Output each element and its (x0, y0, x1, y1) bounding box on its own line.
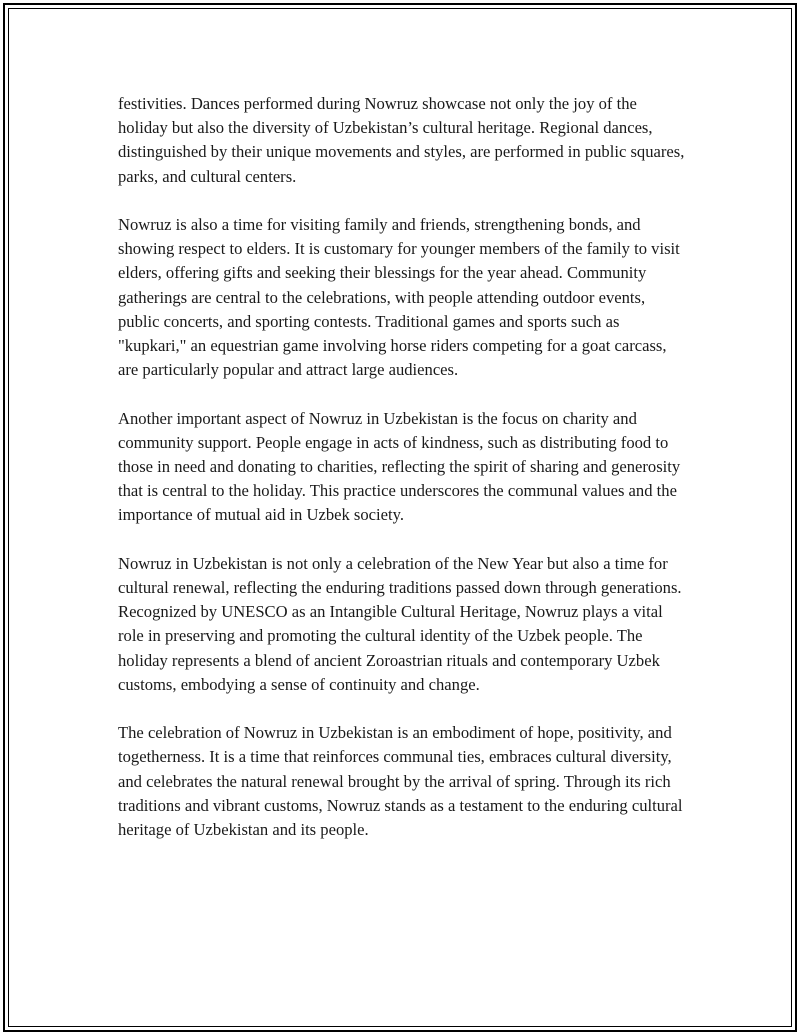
paragraph-cultural-renewal: Nowruz in Uzbekistan is not only a celebration of the New Year but also a time for cultural renewal, reflecting the enduring traditions passed down through generations. Recognized by UNESCO as an Intangible Cultural Heritage, Nowruz plays a vital role in preserving and promoting the cultural identity of the Uzbek people. The holiday represents a blend of ancient Zoroastrian rituals and contemporary Uzbek customs, embodying a sense of continuity and change. (118, 553, 682, 694)
paragraph-festivities: festivities. Dances performed during Nowruz showcase not only the joy of the holiday but also the diversity of Uzbekistan’s cultural heritage. Regional dances, distinguished by their unique movements and styles, are performed in public squares, parks, and cultural centers. (118, 94, 685, 186)
document-body (118, 92, 688, 842)
paragraph-charity: Another important aspect of Nowruz in Uzbekistan is the focus on charity and community support. People engage in acts of kindness, such as distributing food to those in need and donating to charities, reflecting the spirit of sharing and generosity that is central to the holiday. This practice underscores the communal values and the importance of mutual aid in Uzbek society. (118, 408, 681, 525)
paragraph-conclusion: The celebration of Nowruz in Uzbekistan is an embodiment of hope, positivity, and togetherness. It is a time that reinforces communal ties, embraces cultural diversity, and celebrates the natural renewal brought by the arrival of spring. Through its rich traditions and vibrant customs, Nowruz stands as a testament to the enduring cultural heritage of Uzbekistan and its people. (118, 723, 683, 840)
paragraph-visiting-family: Nowruz is also a time for visiting family and friends, strengthening bonds, and showing respect to elders. It is customary for younger members of the family to visit elders, offering gifts and seeking their blessings for the year ahead. Community gatherings are central to the celebrations, with people attending outdoor events, public concerts, and sporting contests. Traditional games and sports such as "kupkari," an equestrian game involving horse riders competing for a goat carcass, are particularly popular and attract large audiences. (118, 215, 680, 380)
